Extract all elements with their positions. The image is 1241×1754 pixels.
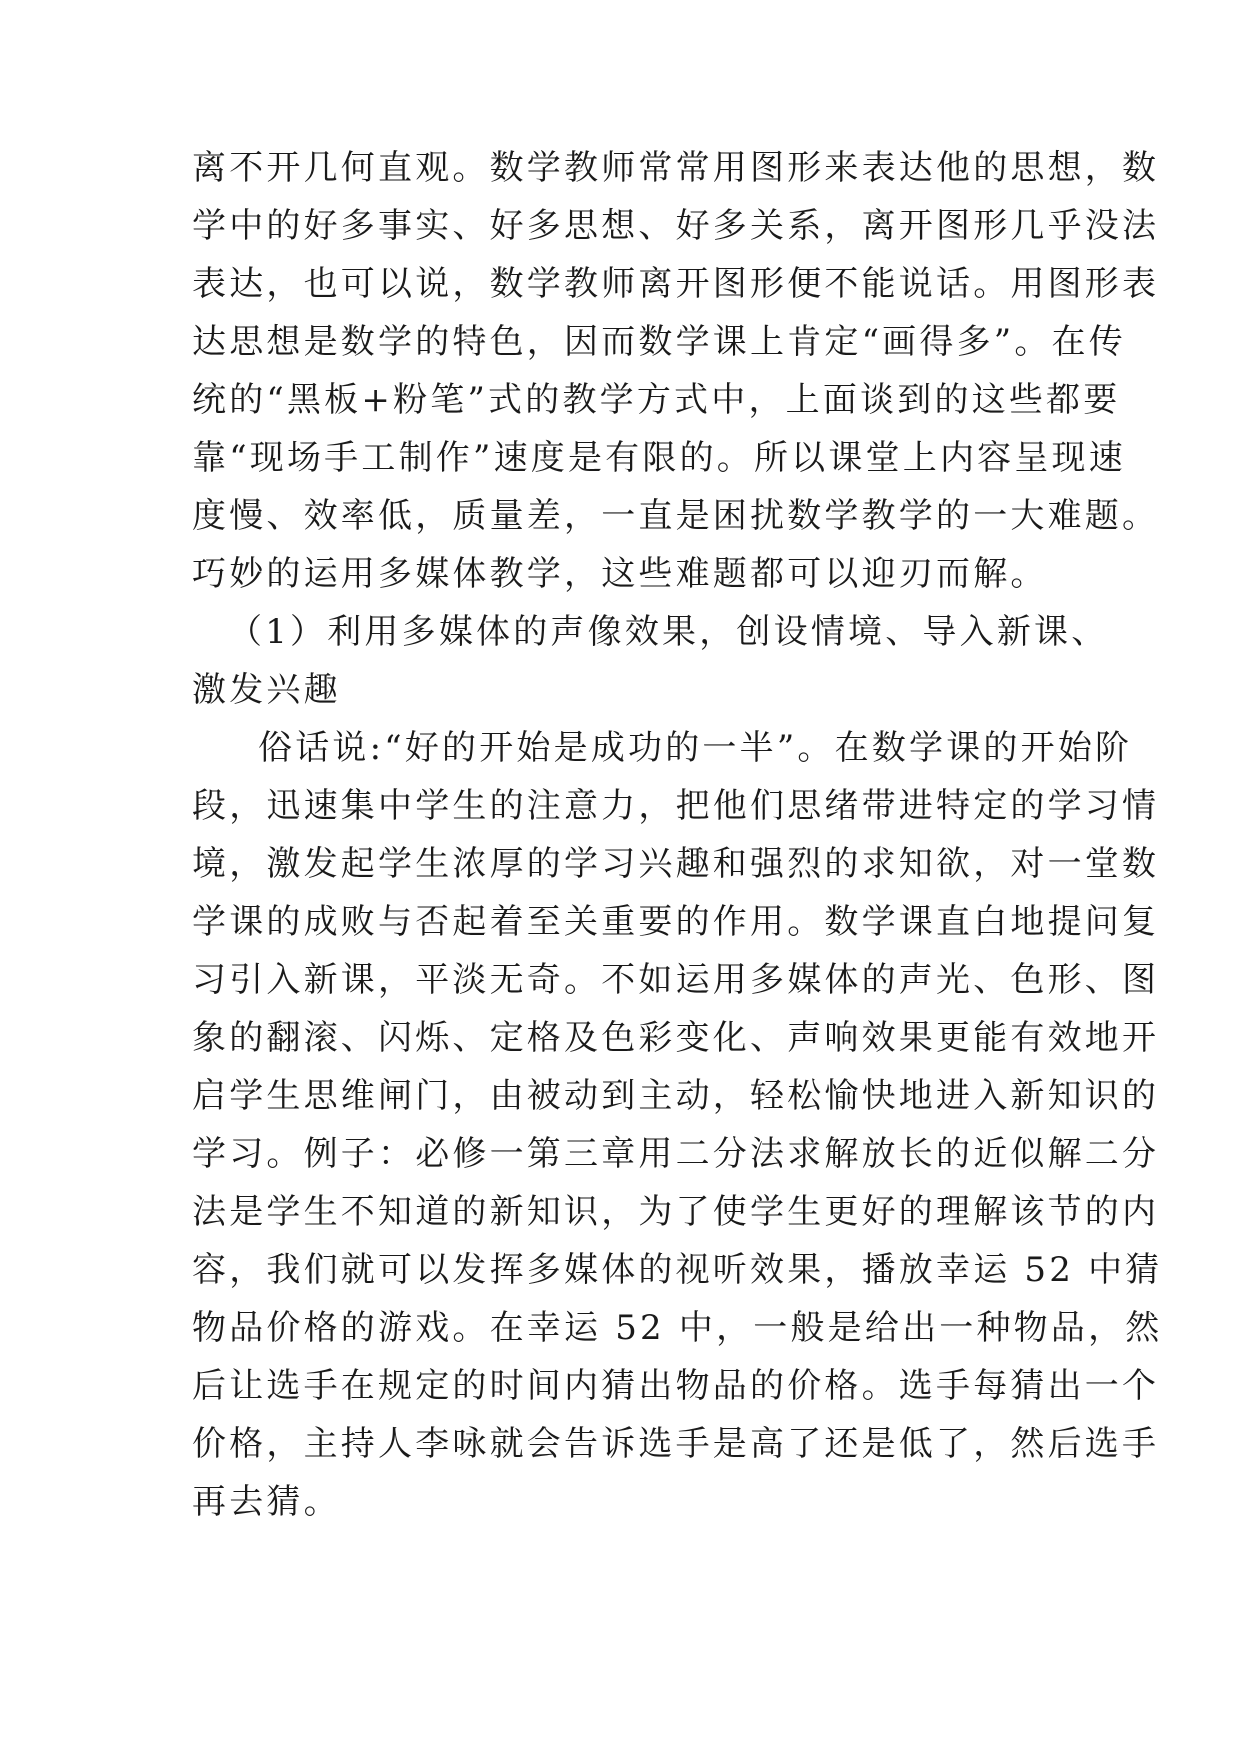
paragraph-line: 段，迅速集中学生的注意力，把他们思绪带进特定的学习情 [192,786,1160,826]
paragraph-line: 法是学生不知道的新知识，为了使学生更好的理解该节的内 [192,1192,1160,1232]
paragraph-line: 习引入新课，平淡无奇。不如运用多媒体的声光、色形、图 [192,960,1160,1000]
paragraph-line: 学习。例子：必修一第三章用二分法求解放长的近似解二分 [192,1134,1160,1174]
paragraph-line: 容，我们就可以发挥多媒体的视听效果，播放幸运 52 中猜 [192,1250,1163,1290]
paragraph-line: 巧妙的运用多媒体教学，这些难题都可以迎刃而解。 [192,554,1048,594]
paragraph-line: 俗话说:“好的开始是成功的一半”。在数学课的开始阶 [258,728,1133,768]
paragraph-line: 物品价格的游戏。在幸运 52 中，一般是给出一种物品，然 [192,1308,1163,1348]
paragraph-line: 学课的成败与否起着至关重要的作用。数学课直白地提问复 [192,902,1160,942]
paragraph-line: 象的翻滚、闪烁、定格及色彩变化、声响效果更能有效地开 [192,1018,1160,1058]
paragraph-line: 启学生思维闸门，由被动到主动，轻松愉快地进入新知识的 [192,1076,1160,1116]
paragraph-line: 学中的好多事实、好多思想、好多关系，离开图形几乎没法 [192,206,1160,246]
paragraph-line: 离不开几何直观。数学教师常常用图形来表达他的思想，数 [192,148,1160,188]
paragraph-line: 再去猜。 [192,1482,341,1522]
paragraph-line: 度慢、效率低，质量差，一直是困扰数学教学的一大难题。 [192,496,1160,536]
paragraph-line: 统的“黑板+粉笔”式的教学方式中，上面谈到的这些都要 [192,380,1121,420]
paragraph-line: 靠“现场手工制作”速度是有限的。所以课堂上内容呈现速 [192,438,1126,478]
paragraph-line: 表达，也可以说，数学教师离开图形便不能说话。用图形表 [192,264,1160,304]
paragraph-line: 境，激发起学生浓厚的学习兴趣和强烈的求知欲，对一堂数 [192,844,1160,884]
paragraph-line: 价格，主持人李咏就会告诉选手是高了还是低了，然后选手 [192,1424,1160,1464]
paragraph-line: 后让选手在规定的时间内猜出物品的价格。选手每猜出一个 [192,1366,1160,1406]
paragraph-line: 达思想是数学的特色，因而数学课上肯定“画得多”。在传 [192,322,1126,362]
section-heading: （1）利用多媒体的声像效果，创设情境、导入新课、 [228,612,1109,652]
section-heading-continuation: 激发兴趣 [192,670,341,710]
